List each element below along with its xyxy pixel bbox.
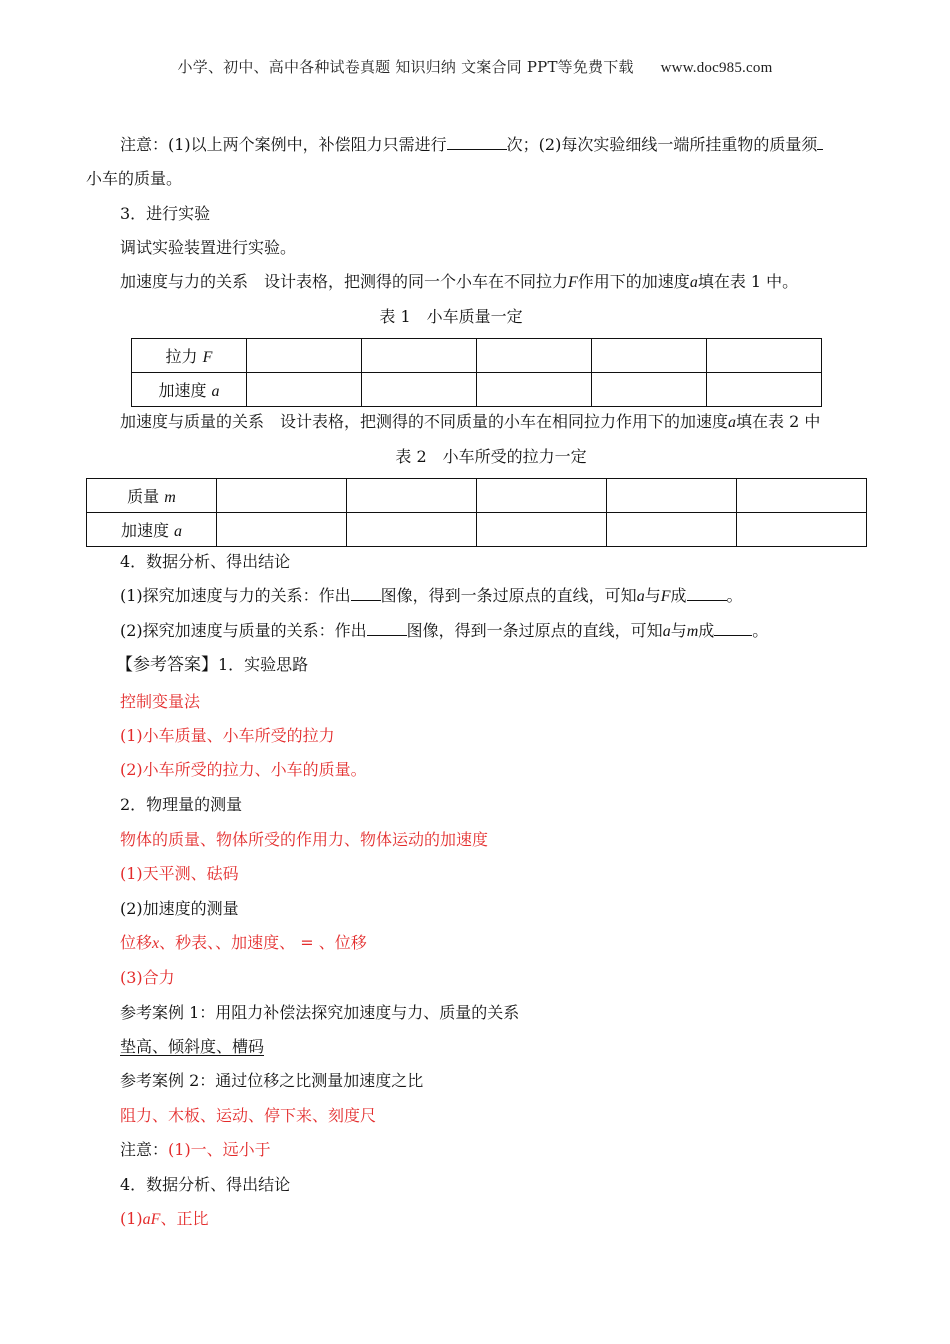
note-text-2: 次；(2)每次实验细线一端所挂重物的质量须 xyxy=(506,135,818,154)
answer-note xyxy=(120,1140,271,1160)
table-cell xyxy=(347,513,477,547)
answer-section-2: 2．物理量的测量 xyxy=(120,795,243,814)
table-cell xyxy=(477,479,607,513)
var-aF: aF xyxy=(142,1211,161,1228)
case-2-title: 参考案例 2：通过位移之比测量加速度之比 xyxy=(120,1071,424,1090)
answer-2: (1)小车质量、小车所受的拉力 xyxy=(120,726,335,745)
page-header xyxy=(0,56,950,77)
table-cell xyxy=(592,339,707,373)
answer-section-3: (2)加速度的测量 xyxy=(120,899,239,918)
table-row xyxy=(87,479,867,513)
table-cell xyxy=(607,479,737,513)
var: m xyxy=(164,489,176,506)
table-2-row1-label xyxy=(87,479,217,513)
note-line-cont: 小车的质量。 xyxy=(86,169,183,188)
header-url[interactable]: www.doc985.com xyxy=(660,60,773,76)
note-label: 注意： xyxy=(120,1140,169,1159)
note-answer: (1)一、远小于 xyxy=(168,1140,271,1159)
var-a: a xyxy=(662,623,671,640)
answer-6 xyxy=(120,933,367,954)
table-cell xyxy=(217,479,347,513)
table-1-row2-label xyxy=(132,373,247,407)
text: 、正比 xyxy=(160,1209,209,1228)
table-1 xyxy=(131,338,822,407)
table-cell xyxy=(347,479,477,513)
blank xyxy=(367,621,407,636)
section-3-line-3 xyxy=(120,412,820,433)
table-cell xyxy=(737,513,867,547)
table-cell xyxy=(707,339,822,373)
table-cell xyxy=(362,373,477,407)
text: 加速度与质量的关系 设计表格，把测得的不同质量的小车在相同拉力作用下的加速度 xyxy=(120,412,729,431)
var-m: m xyxy=(686,623,699,640)
text: 图像，得到一条过原点的直线，可知 xyxy=(380,586,637,605)
section-3-line-2 xyxy=(120,272,798,293)
table-cell xyxy=(217,513,347,547)
case-1-title: 参考案例 1：用阻力补偿法探究加速度与力、质量的关系 xyxy=(120,1003,520,1022)
text: (2)探究加速度与质量的关系：作出 xyxy=(120,621,367,640)
text: 成 xyxy=(698,621,715,640)
text: 、秒表、、加速度、 = 、位移 xyxy=(159,933,367,952)
blank xyxy=(714,621,752,636)
section-4-q1 xyxy=(120,586,743,607)
table-1-caption: 表 1 小车质量一定 xyxy=(379,307,523,326)
text: 位移 xyxy=(120,933,153,952)
table-row xyxy=(87,513,867,547)
answer-5: (1)天平测、砝码 xyxy=(120,864,239,883)
section-3-title: 3．进行实验 xyxy=(120,204,211,223)
section-4-q2 xyxy=(120,621,768,642)
note-line xyxy=(120,135,823,155)
var-F: F xyxy=(660,588,671,605)
header-text: 小学、初中、高中各种试卷真题 知识归纳 文案合同 PPT等免费下载 xyxy=(177,58,634,76)
text: 与 xyxy=(644,586,661,605)
text: 。 xyxy=(726,586,743,605)
table-cell xyxy=(737,479,867,513)
answer-title: 【参考答案】 xyxy=(116,655,218,675)
table-cell xyxy=(247,373,362,407)
blank-1 xyxy=(447,135,507,150)
var-a: a xyxy=(689,274,698,291)
table-1-row1-label xyxy=(132,339,247,373)
text: 成 xyxy=(670,586,687,605)
case-2-answer: 阻力、木板、运动、停下来、刻度尺 xyxy=(120,1106,377,1125)
table-cell xyxy=(477,339,592,373)
text: 填在表 2 中 xyxy=(736,412,821,431)
answer-first: 1．实验思路 xyxy=(218,655,309,674)
answer-4: 物体的质量、物体所受的作用力、物体运动的加速度 xyxy=(120,830,489,849)
answer-1: 控制变量法 xyxy=(120,692,201,711)
text: 填在表 1 中。 xyxy=(697,272,799,291)
label: 拉力 xyxy=(165,347,198,366)
table-row xyxy=(132,373,822,407)
table-cell xyxy=(247,339,362,373)
text: 加速度与力的关系 设计表格，把测得的同一个小车在不同拉力 xyxy=(120,272,569,291)
var-a: a xyxy=(636,588,645,605)
table-cell xyxy=(362,339,477,373)
answer-heading xyxy=(116,655,308,675)
answer-3: (2)小车所受的拉力、小车的质量。 xyxy=(120,760,367,779)
table-cell xyxy=(592,373,707,407)
table-cell xyxy=(607,513,737,547)
var: F xyxy=(202,349,213,366)
table-row xyxy=(132,339,822,373)
label: 加速度 xyxy=(120,521,169,540)
label: 加速度 xyxy=(158,381,207,400)
text: 。 xyxy=(752,621,769,640)
var-F: F xyxy=(568,274,578,291)
table-cell xyxy=(707,373,822,407)
note-text-1: 注意：(1)以上两个案例中，补偿阻力只需进行 xyxy=(120,135,447,154)
section-4-title: 4．数据分析、得出结论 xyxy=(120,552,291,571)
var: a xyxy=(174,523,183,540)
text: 图像，得到一条过原点的直线，可知 xyxy=(406,621,663,640)
answer-7: (3)合力 xyxy=(120,968,175,987)
text: (1) xyxy=(120,1209,143,1228)
table-cell xyxy=(477,513,607,547)
var-a: a xyxy=(728,414,737,431)
table-2-row2-label xyxy=(87,513,217,547)
case-1-answer: 垫高、倾斜度、槽码 xyxy=(120,1037,265,1056)
text: (1)探究加速度与力的关系：作出 xyxy=(120,586,351,605)
answer-section-4: 4．数据分析、得出结论 xyxy=(120,1175,291,1194)
var-x: x xyxy=(152,935,160,952)
table-cell xyxy=(477,373,592,407)
var: a xyxy=(211,383,220,400)
label: 质量 xyxy=(127,487,160,506)
section-3-line-1: 调试实验装置进行实验。 xyxy=(120,238,297,257)
blank xyxy=(351,586,381,601)
text: 与 xyxy=(670,621,687,640)
table-2 xyxy=(86,478,867,547)
blank-2 xyxy=(817,135,823,150)
answer-last xyxy=(120,1209,208,1230)
table-2-caption: 表 2 小车所受的拉力一定 xyxy=(395,447,587,466)
blank xyxy=(687,586,727,601)
text: 作用下的加速度 xyxy=(577,272,690,291)
